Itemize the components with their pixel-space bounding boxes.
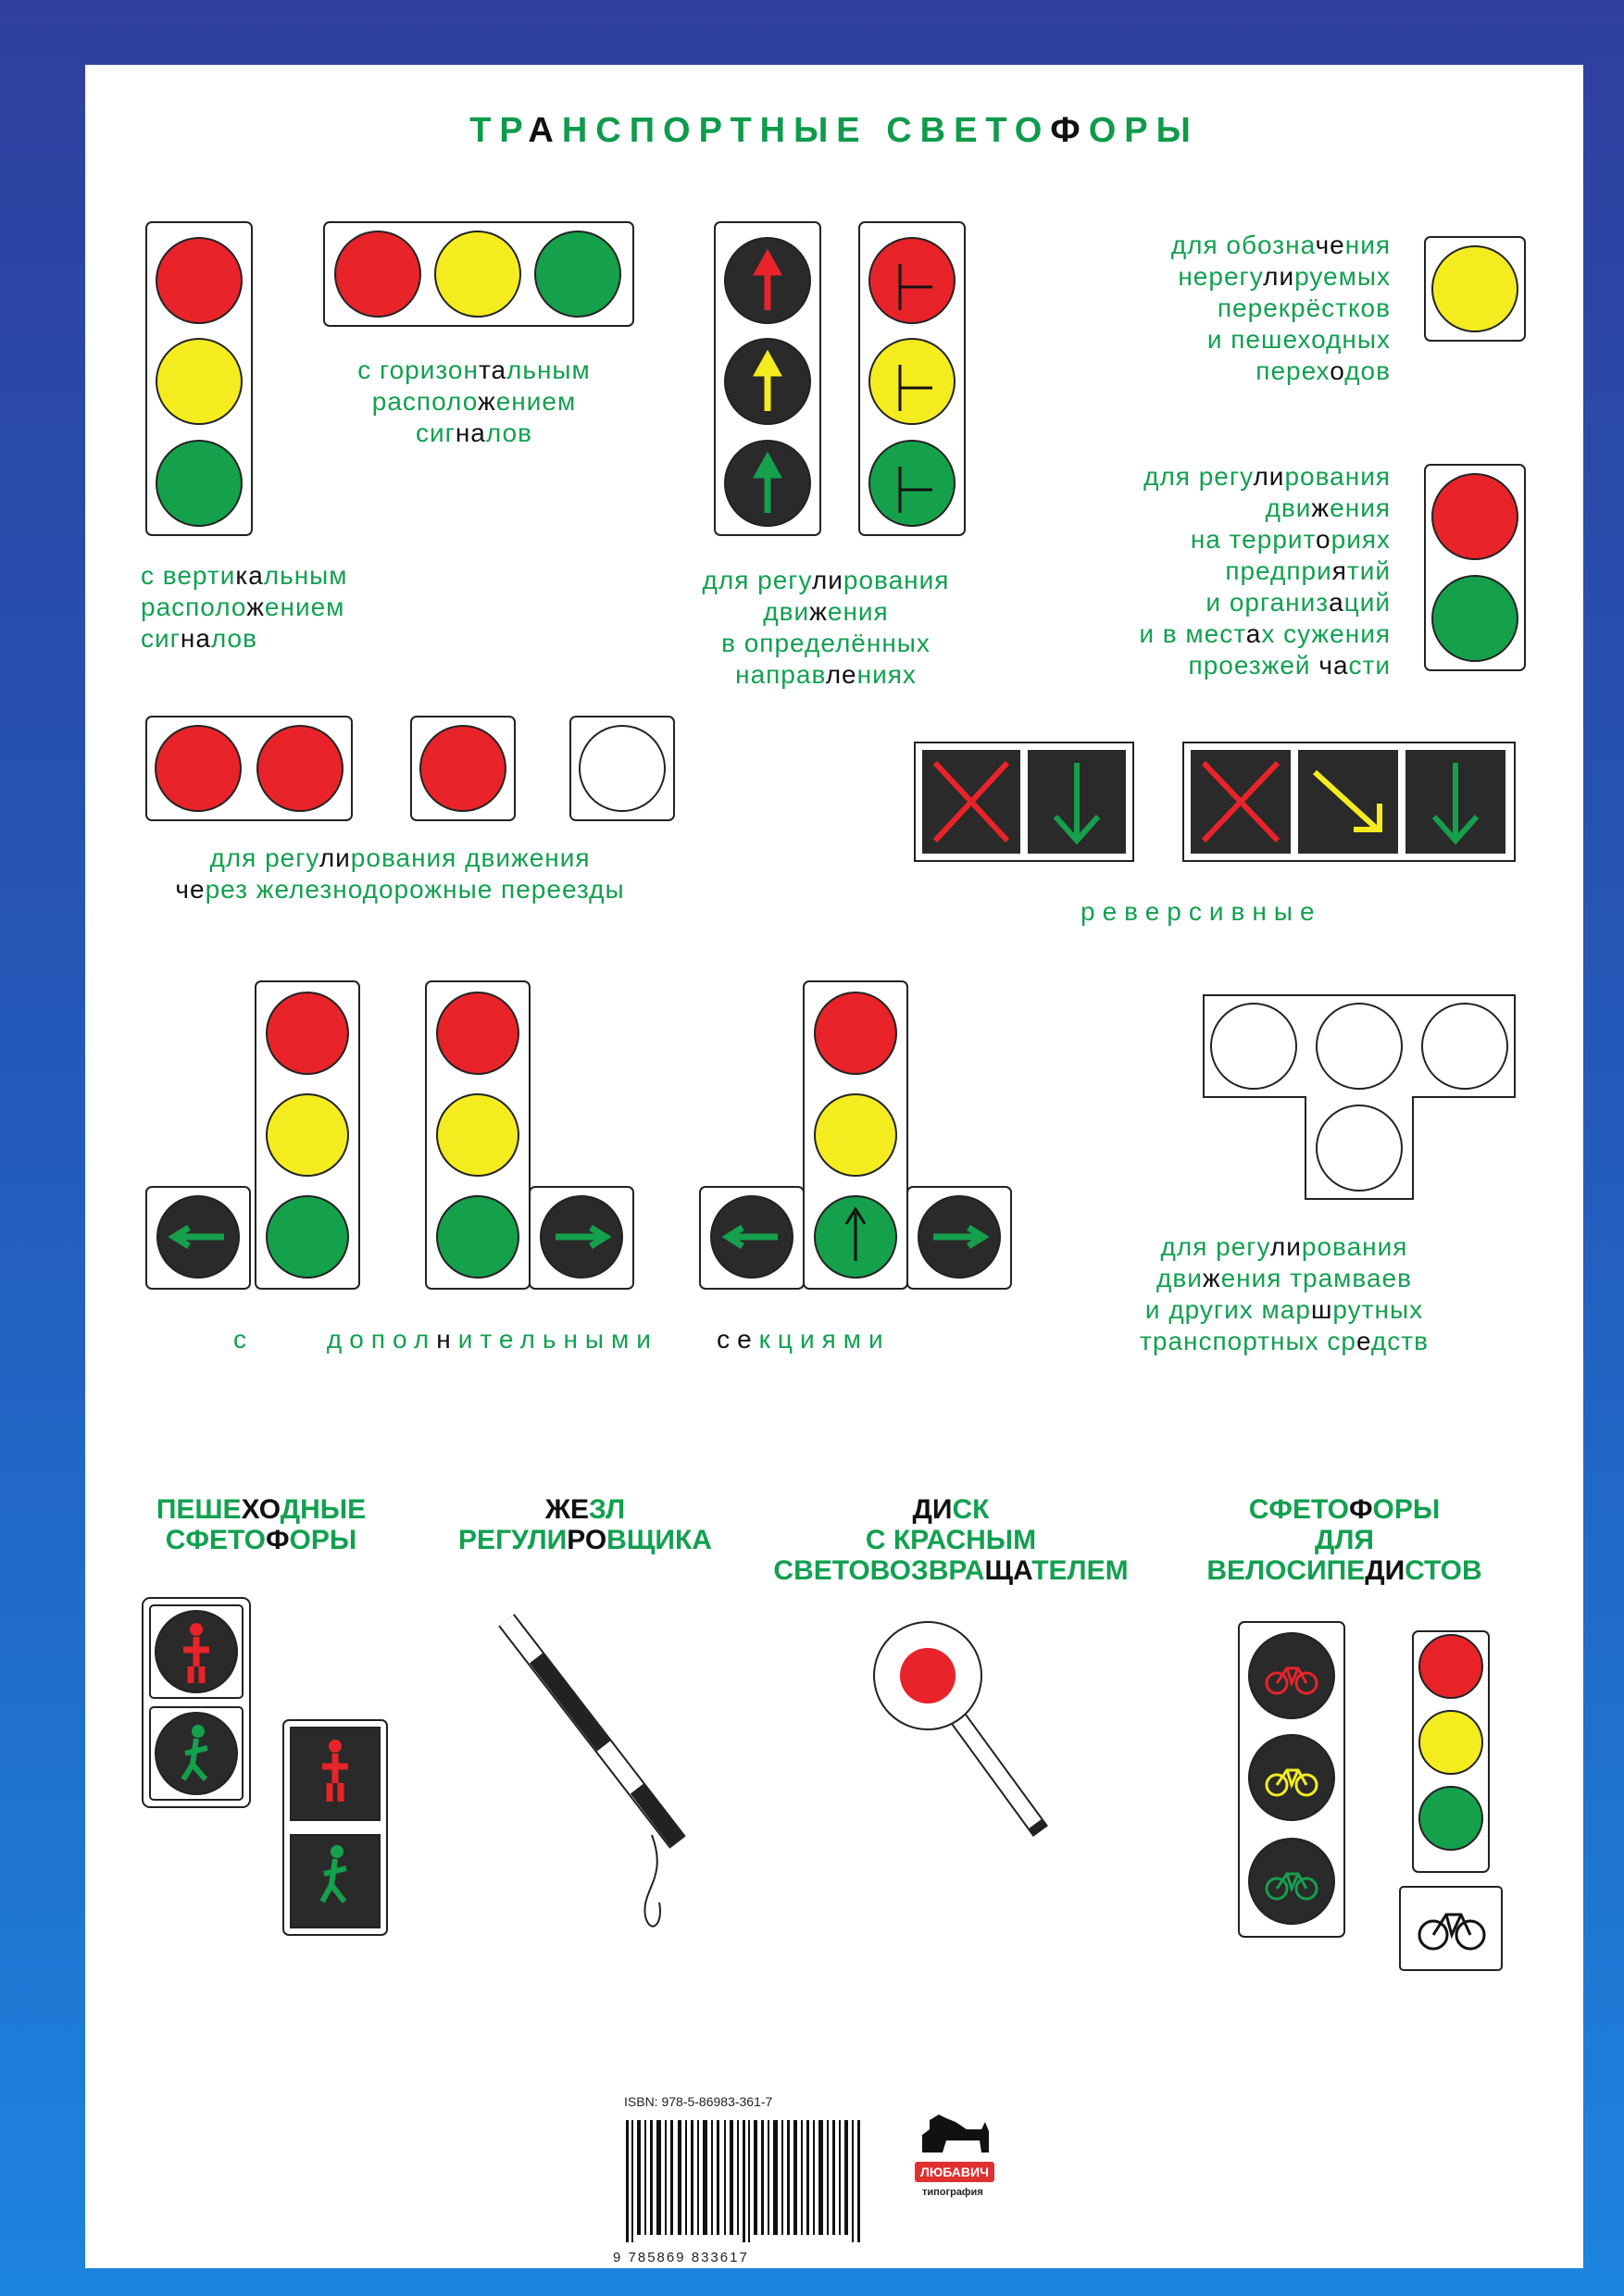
traffic-light-straight-arrows [715,222,820,535]
label-additional-sections: с дополнительными секциями [233,1325,891,1354]
label-directions: для регулирования движения в определённых направлениях [702,566,950,689]
poster-sheet [85,65,1583,2268]
traffic-light-additional-right [426,981,633,1289]
barcode [622,2118,868,2246]
red-lens [335,231,420,317]
publisher-dog-logo [922,2115,989,2152]
yellow-lens [156,339,242,424]
traffic-light-vertical [146,222,252,535]
reversible-light-three [1183,742,1515,861]
pedestrian-light-large [143,1598,250,1807]
drawings [85,65,1583,2268]
bicycle-light-with-sign [1400,1631,1502,1970]
red-lens [156,238,242,323]
header-disk: ДИСК С КРАСНЫМ СВЕТОВОЗВРАЩАТЕЛЕМ [773,1494,1129,1586]
isbn-text: ISBN: 978-5-86983-361-7 [624,2094,773,2109]
traffic-light-turn-arrows [859,222,965,535]
reversible-light-two [915,742,1133,861]
publisher-logo-text: ЛЮБАВИЧ [915,2162,994,2182]
barcode-number: 9 785869 833617 [613,2250,749,2265]
traffic-light-red-green [1425,465,1525,670]
label-railway: для регулирования движения через железнодорожные переезды [175,843,625,904]
header-baton: ЖЕЗЛ РЕГУЛИРОВЩИКА [458,1494,712,1555]
page-title: ТРАНСПОРТНЫЕ СВЕТОФОРЫ [469,111,1199,150]
label-vertical: с вертикальным расположением сигналов [141,561,348,653]
label-trams: для регулирования движения трамваев и других маршрутных транспортных средств [1140,1232,1429,1355]
traffic-light-railway-red-white [411,717,674,820]
label-horizontal: с горизонтальным расположением сигналов [357,356,591,447]
traffic-light-additional-left [146,981,359,1289]
publisher-subtitle: типография [922,2187,983,2198]
label-unregulated: для обозначения нерегулируемых перекрёстков и пешеходных переходов [1170,231,1391,385]
label-reversible: реверсивные [1081,897,1322,926]
bicycle-light-three [1239,1622,1344,1937]
header-pedestrian: ПЕШЕХОДНЫЕ СФЕТОФОРЫ [156,1494,367,1555]
yellow-lens [435,231,520,317]
traffic-light-additional-both [700,981,1011,1289]
green-lens [156,441,242,526]
traffic-light-single-yellow [1425,237,1525,341]
regulator-disk [874,1622,1035,1824]
traffic-light-tram [1204,995,1515,1199]
traffic-light-railway-double-red [146,717,352,820]
pedestrian-light-square [283,1720,387,1935]
traffic-light-horizontal [324,222,633,326]
header-cyclist: СФЕТОФОРЫ ДЛЯ ВЕЛОСИПЕДИСТОВ [1206,1494,1482,1586]
green-lens [535,231,620,317]
label-enterprises: для регулирования движения на территориях предприятий и организаций и в местах сужения проезжей части [1139,462,1391,680]
regulator-baton [506,1620,678,1927]
